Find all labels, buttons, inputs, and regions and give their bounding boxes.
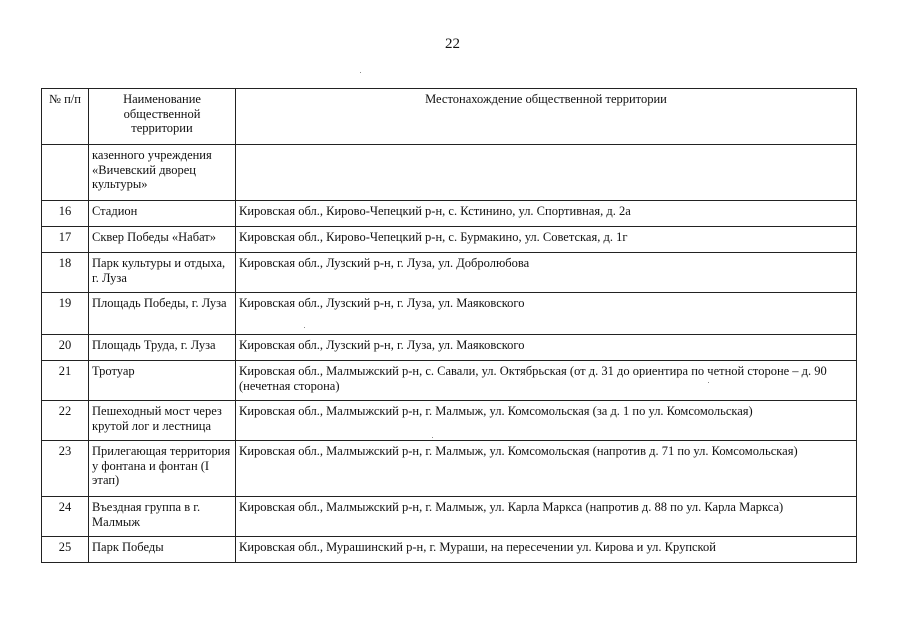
row-num: 20 [42,335,89,361]
row-name: Въездная группа в г. Малмыж [89,497,236,537]
scan-speck [708,382,709,383]
row-num: 21 [42,361,89,401]
row-location: Кировская обл., Лузский р-н, г. Луза, ул. Маяковского [236,335,857,361]
table-row [42,201,857,227]
row-name: Пешеходный мост через крутой лог и лестница [89,401,236,441]
row-location: Кировская обл., Малмыжский р-н, г. Малмыж, ул. Карла Маркса (напротив д. 88 по ул. Карла Маркса) [236,497,857,537]
row-name: казенного учреждения «Вичевский дворец культуры» [89,145,236,201]
row-location: Кировская обл., Малмыжский р-н, с. Савали, ул. Октябрьская (от д. 31 до ориентира по четной стороне – д. 90 (нечетная сторона) [236,361,857,401]
territory-table [41,88,857,563]
scan-speck [360,72,361,73]
table-row [42,293,857,335]
row-num: 17 [42,227,89,253]
table-row [42,227,857,253]
table-row [42,361,857,401]
header-location: Местонахождение общественной территории [236,89,857,145]
row-name: Площадь Труда, г. Луза [89,335,236,361]
row-num: 24 [42,497,89,537]
table-row [42,145,857,201]
row-num: 16 [42,201,89,227]
row-name: Тротуар [89,361,236,401]
row-location: Кировская обл., Малмыжский р-н, г. Малмыж, ул. Комсомольская (напротив д. 71 по ул. Комсомольская) [236,441,857,497]
row-name: Парк культуры и отдыха, г. Луза [89,253,236,293]
table-header-row [42,89,857,145]
row-location: Кировская обл., Малмыжский р-н, г. Малмыж, ул. Комсомольская (за д. 1 по ул. Комсомольская) [236,401,857,441]
header-num: № п/п [42,89,89,145]
row-num: 23 [42,441,89,497]
table-row [42,537,857,563]
row-num: 19 [42,293,89,335]
header-name: Наименование общественной территории [89,89,236,145]
table-row [42,441,857,497]
row-name: Стадион [89,201,236,227]
row-location: Кировская обл., Лузский р-н, г. Луза, ул. Добролюбова [236,253,857,293]
row-name: Парк Победы [89,537,236,563]
row-name: Площадь Победы, г. Луза [89,293,236,335]
table-row [42,401,857,441]
row-num [42,145,89,201]
row-location: Кировская обл., Кирово-Чепецкий р-н, с. Кстинино, ул. Спортивная, д. 2а [236,201,857,227]
scan-speck [432,437,433,438]
row-location: Кировская обл., Мурашинский р-н, г. Мураши, на пересечении ул. Кирова и ул. Крупской [236,537,857,563]
row-num: 25 [42,537,89,563]
table-row [42,497,857,537]
row-location: Кировская обл., Лузский р-н, г. Луза, ул. Маяковского [236,293,857,335]
table-row [42,335,857,361]
row-num: 18 [42,253,89,293]
row-name: Прилегающая территория у фонтана и фонтан (I этап) [89,441,236,497]
row-location: Кировская обл., Кирово-Чепецкий р-н, с. Бурмакино, ул. Советская, д. 1г [236,227,857,253]
row-location [236,145,857,201]
row-num: 22 [42,401,89,441]
scan-speck [304,327,305,328]
table-row [42,253,857,293]
row-name: Сквер Победы «Набат» [89,227,236,253]
page-number: 22 [445,36,460,52]
